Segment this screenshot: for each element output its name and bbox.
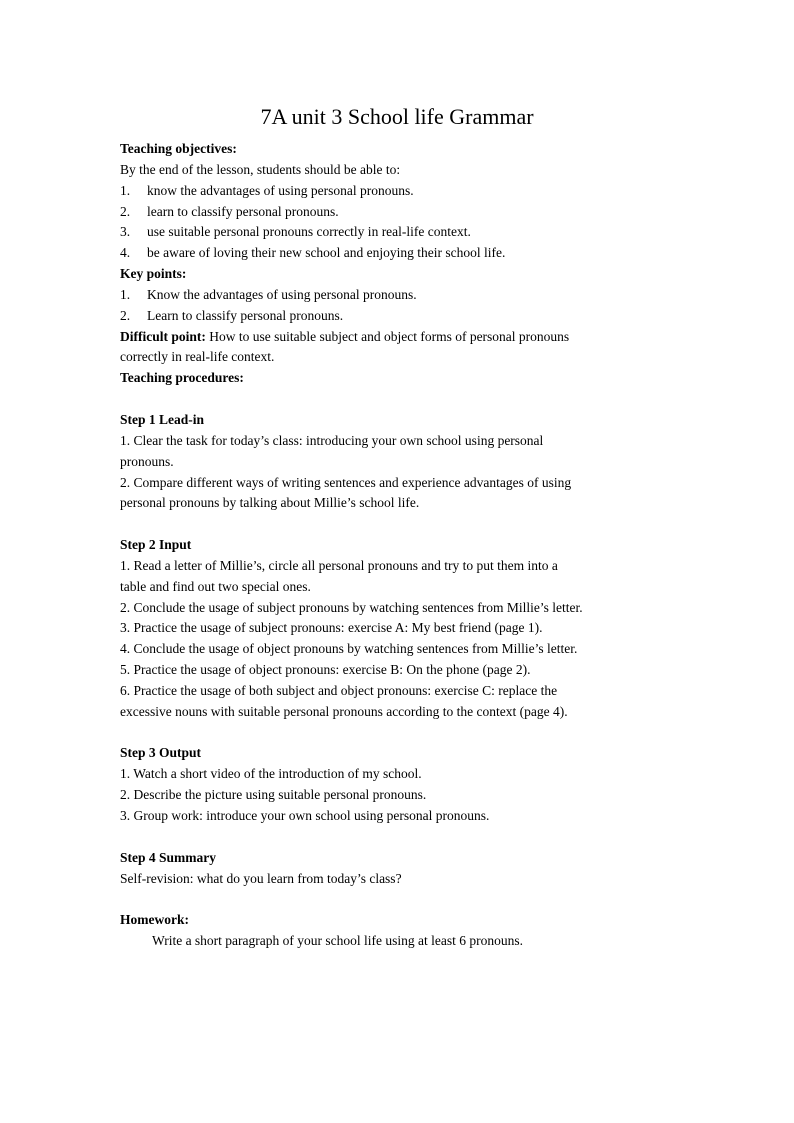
- step-line: table and find out two special ones.: [120, 578, 311, 594]
- objective-item: [120, 202, 680, 223]
- step-line: 1. Read a letter of Millie’s, circle all personal pronouns and try to put them into a: [120, 557, 558, 573]
- step-heading: Step 4 Summary: [120, 849, 217, 865]
- key-point-text: Learn to classify personal pronouns.: [147, 307, 344, 323]
- step-heading: Step 1 Lead-in: [120, 411, 205, 427]
- objectives-intro: By the end of the lesson, students should be able to:: [120, 161, 401, 177]
- objective-number: 1.: [120, 182, 131, 198]
- homework-heading: Homework:: [120, 912, 189, 928]
- spacer: [120, 889, 680, 910]
- key-points-heading: Key points:: [120, 266, 187, 282]
- step-line: excessive nouns with suitable personal pronouns according to the context (page 4).: [120, 703, 568, 719]
- step-line: 1. Watch a short video of the introduction of my school.: [120, 766, 422, 782]
- objective-text: use suitable personal pronouns correctly in real-life context.: [147, 224, 471, 240]
- key-point-number: 2.: [120, 307, 131, 323]
- objectives-heading: Teaching objectives:: [120, 141, 237, 156]
- step-line: 6. Practice the usage of both subject and object pronouns: exercise C: replace the: [120, 682, 558, 698]
- step-line: 3. Group work: introduce your own school using personal pronouns.: [120, 808, 490, 823]
- key-point-item: [120, 285, 680, 306]
- key-point-item: [120, 306, 680, 327]
- spacer: [120, 514, 680, 535]
- step-line: 4. Conclude the usage of object pronouns by watching sentences from Millie’s letter.: [120, 641, 578, 657]
- objective-text: know the advantages of using personal pronouns.: [147, 182, 414, 198]
- step-line: 2. Describe the picture using suitable personal pronouns.: [120, 787, 427, 803]
- objective-item: [120, 243, 680, 264]
- objective-number: 4.: [120, 245, 131, 261]
- difficult-point-text: How to use suitable subject and object forms of personal pronouns: [205, 328, 570, 344]
- spacer: [120, 389, 680, 410]
- key-point-text: Know the advantages of using personal pronouns.: [147, 286, 417, 302]
- step-heading: Step 3 Output: [120, 745, 202, 761]
- step-heading: Step 2 Input: [120, 537, 192, 553]
- step-line: 1. Clear the task for today’s class: introducing your own school using personal: [120, 432, 544, 448]
- objective-number: 2.: [120, 203, 131, 219]
- procedures-heading: Teaching procedures:: [120, 370, 244, 386]
- spacer: [120, 827, 680, 848]
- difficult-point-text-continued: correctly in real-life context.: [120, 349, 275, 365]
- objective-number: 3.: [120, 224, 131, 240]
- homework-text: Write a short paragraph of your school life using at least 6 pronouns.: [152, 933, 523, 949]
- step-line: personal pronouns by talking about Millie’s school life.: [120, 495, 420, 511]
- document-body: [120, 139, 680, 952]
- difficult-point: [120, 327, 680, 348]
- objective-text: learn to classify personal pronouns.: [147, 203, 339, 219]
- step-line: 3. Practice the usage of subject pronouns: exercise A: My best friend (page 1).: [120, 620, 543, 636]
- spacer: [120, 723, 680, 744]
- objective-item: [120, 222, 680, 243]
- step-line: 2. Conclude the usage of subject pronouns by watching sentences from Millie’s letter.: [120, 599, 583, 615]
- step-line: Self-revision: what do you learn from today’s class?: [120, 870, 402, 886]
- step-line: 2. Compare different ways of writing sentences and experience advantages of using: [120, 474, 572, 490]
- difficult-point-label: Difficult point:: [120, 328, 206, 344]
- key-point-number: 1.: [120, 286, 131, 302]
- document-title: 7A unit 3 School life Grammar: [260, 104, 534, 129]
- objective-text: be aware of loving their new school and enjoying their school life.: [147, 245, 506, 261]
- step-line: 5. Practice the usage of object pronouns: exercise B: On the phone (page 2).: [120, 662, 531, 678]
- step-line: pronouns.: [120, 453, 174, 469]
- objective-item: [120, 181, 680, 202]
